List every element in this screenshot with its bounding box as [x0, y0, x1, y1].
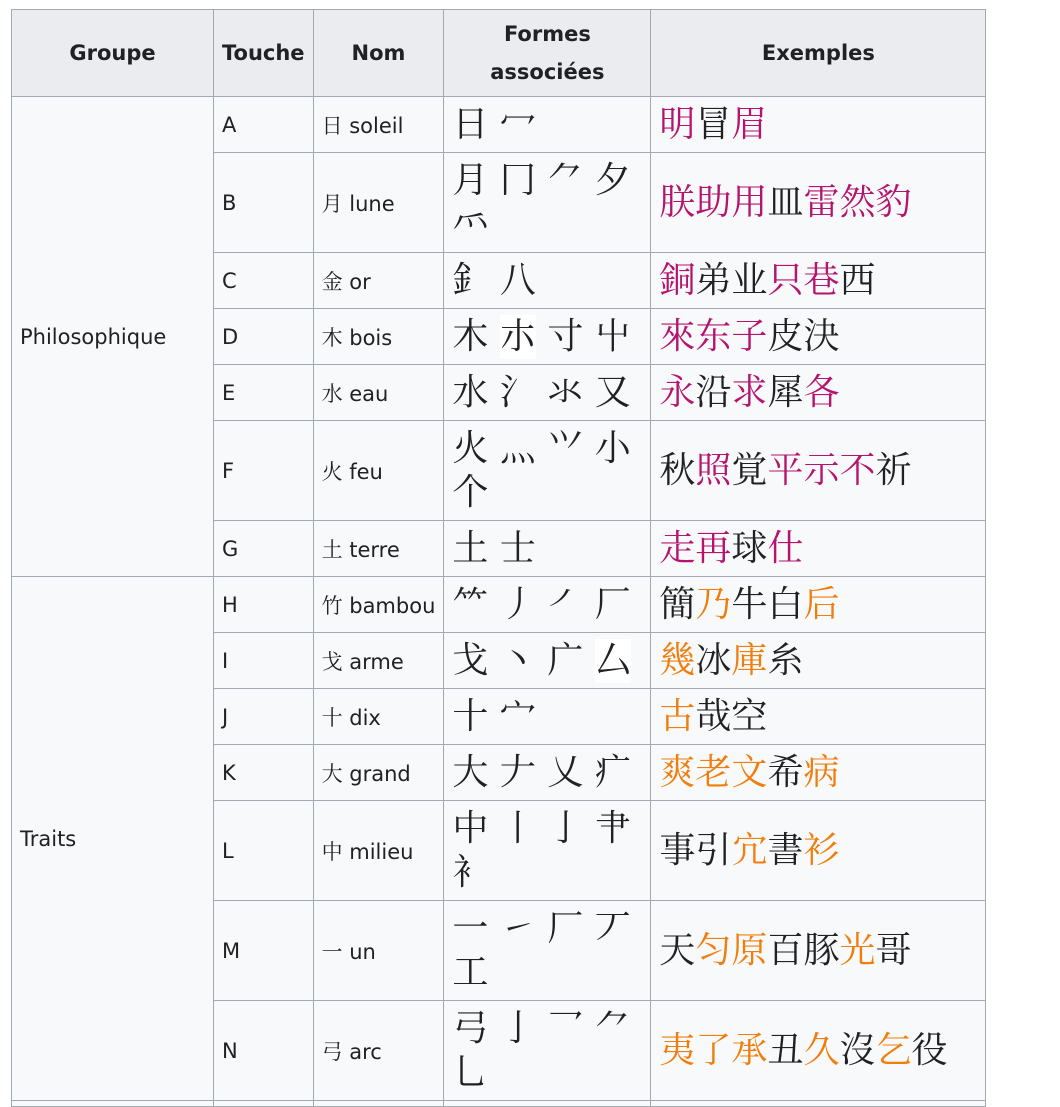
form-glyph: 日 — [452, 103, 489, 145]
example-character[interactable]: 宂 — [731, 829, 768, 871]
form-glyph: 釒 — [452, 259, 489, 301]
example-character[interactable]: 爽 — [659, 751, 696, 793]
nom-cell: 中 milieu — [313, 801, 444, 901]
example-character[interactable]: 庫 — [731, 639, 768, 681]
form-glyph: 冖 — [499, 103, 536, 145]
form-glyph: 木 — [452, 315, 489, 357]
key-cell: K — [214, 745, 314, 801]
example-character[interactable]: 病 — [803, 751, 840, 793]
group-cell: Traits — [12, 577, 214, 1101]
form-glyph: 乚 — [452, 1051, 489, 1093]
forms-cell — [444, 253, 651, 309]
form-glyph: 𠂇 — [499, 751, 536, 793]
form-glyph: 月 — [452, 159, 489, 201]
empty-cell — [12, 1101, 214, 1107]
examples-cell — [651, 633, 986, 689]
example-character[interactable]: 皮 — [767, 315, 804, 357]
example-character[interactable]: 夷 — [659, 1029, 696, 1071]
form-glyph: 乂 — [547, 751, 584, 793]
nom-cell: 月 lune — [313, 153, 444, 253]
example-character[interactable]: 光 — [839, 929, 876, 971]
example-character[interactable]: 东 — [695, 315, 732, 357]
empty-cell — [651, 1101, 986, 1107]
example-character[interactable]: 了 — [695, 1029, 732, 1071]
examples-cell — [651, 901, 986, 1001]
example-character[interactable]: 文 — [731, 751, 768, 793]
nom-cell: 十 dix — [313, 689, 444, 745]
example-character[interactable]: 不 — [839, 449, 876, 491]
forms-cell — [444, 365, 651, 421]
examples-cell — [651, 577, 986, 633]
example-character[interactable]: 求 — [731, 371, 768, 413]
form-glyph: 屮 — [594, 315, 631, 357]
forms-cell — [444, 577, 651, 633]
group-cell: Philosophique — [12, 97, 214, 577]
form-glyph: 丶 — [499, 639, 536, 681]
form-glyph: 肀 — [594, 807, 631, 849]
form-glyph: 丨 — [499, 807, 536, 849]
table-row — [12, 577, 986, 633]
form-glyph: 又 — [594, 371, 631, 413]
forms-cell — [444, 421, 651, 521]
form-glyph: 水 — [452, 371, 489, 413]
header-touche[interactable]: Touche — [214, 10, 314, 97]
form-glyph: 乛 — [547, 1007, 584, 1049]
examples-cell — [651, 801, 986, 901]
example-character[interactable]: 示 — [803, 449, 840, 491]
forms-cell — [444, 1001, 651, 1101]
form-glyph: 灬 — [499, 427, 536, 469]
key-cell: J — [214, 689, 314, 745]
example-character[interactable]: 事 — [659, 829, 696, 871]
example-character[interactable]: 簡 — [659, 583, 696, 625]
example-character[interactable]: 只 — [767, 259, 804, 301]
example-character[interactable]: 西 — [839, 259, 876, 301]
nom-cell: 大 grand — [313, 745, 444, 801]
form-glyph: 冂 — [499, 159, 536, 201]
example-character[interactable]: 助 — [695, 181, 732, 223]
examples-cell — [651, 745, 986, 801]
form-glyph: 火 — [452, 427, 489, 469]
nom-cell: 竹 bambou — [313, 577, 444, 633]
example-character[interactable]: 豚 — [803, 929, 840, 971]
example-character[interactable]: 糸 — [767, 639, 804, 681]
form-glyph: 小 — [594, 427, 631, 469]
key-cell: I — [214, 633, 314, 689]
form-glyph: 亅 — [547, 807, 584, 849]
example-character[interactable]: 冰 — [695, 639, 732, 681]
examples-cell — [651, 421, 986, 521]
nom-cell: 金 or — [313, 253, 444, 309]
example-character[interactable]: 球 — [731, 527, 768, 569]
key-cell: F — [214, 421, 314, 521]
example-character[interactable]: 希 — [767, 751, 804, 793]
example-character[interactable]: 乃 — [695, 583, 732, 625]
example-character[interactable]: 后 — [803, 583, 840, 625]
example-character[interactable]: 平 — [767, 449, 804, 491]
example-character[interactable]: 弟 — [695, 259, 732, 301]
form-glyph: 亅 — [499, 1007, 536, 1049]
header-row — [12, 10, 986, 97]
form-glyph: ⺮ — [452, 583, 489, 625]
header-exemples[interactable]: Exemples — [651, 10, 986, 97]
header-formes-line2: associées — [490, 60, 605, 84]
example-character[interactable]: 雷 — [803, 181, 840, 223]
form-glyph: ⺤ — [452, 203, 489, 245]
example-character[interactable]: 役 — [911, 1029, 948, 1071]
form-glyph: 弓 — [452, 1007, 489, 1049]
example-character[interactable]: 子 — [731, 315, 768, 357]
example-character[interactable]: 皿 — [767, 181, 804, 223]
header-nom[interactable]: Nom — [313, 10, 444, 97]
example-character[interactable]: 照 — [695, 449, 732, 491]
form-glyph: ㇀ — [499, 907, 536, 949]
empty-cell — [313, 1101, 444, 1107]
example-character[interactable]: 衫 — [803, 829, 840, 871]
example-character[interactable]: 豹 — [875, 181, 912, 223]
form-glyph: 大 — [452, 751, 489, 793]
nom-cell: 水 eau — [313, 365, 444, 421]
forms-cell — [444, 901, 651, 1001]
form-glyph: 宀 — [499, 695, 536, 737]
nom-cell: 木 bois — [313, 309, 444, 365]
form-glyph: ⺍ — [547, 427, 584, 469]
form-glyph: 衤 — [452, 851, 489, 893]
form-glyph: 夕 — [594, 159, 631, 201]
examples-cell — [651, 521, 986, 577]
form-glyph: ⺈ — [594, 1007, 631, 1049]
example-character[interactable]: 原 — [731, 929, 768, 971]
examples-cell — [651, 153, 986, 253]
forms-cell — [444, 97, 651, 153]
example-character[interactable]: 決 — [803, 315, 840, 357]
form-glyph: 一 — [452, 907, 489, 949]
form-glyph: 丆 — [594, 907, 631, 949]
example-character[interactable]: 哥 — [875, 929, 912, 971]
form-glyph: 十 — [452, 695, 489, 737]
example-character[interactable]: 冒 — [695, 103, 732, 145]
table-body — [12, 97, 986, 1107]
forms-cell — [444, 801, 651, 901]
key-cell: B — [214, 153, 314, 253]
forms-cell — [444, 633, 651, 689]
example-character[interactable]: 走 — [659, 527, 696, 569]
example-character[interactable]: 祈 — [875, 449, 912, 491]
example-character[interactable]: 仕 — [767, 527, 804, 569]
nom-cell: 戈 arme — [313, 633, 444, 689]
example-character[interactable]: 幾 — [659, 639, 696, 681]
form-glyph: 个 — [452, 471, 489, 513]
nom-cell: 火 feu — [313, 421, 444, 521]
form-glyph: 氺 — [547, 371, 584, 413]
table-row-cut — [12, 1101, 986, 1107]
header-groupe[interactable]: Groupe — [12, 10, 214, 97]
example-character[interactable]: 丑 — [767, 1029, 804, 1071]
example-character[interactable]: 引 — [695, 829, 732, 871]
form-glyph: 厶 — [594, 639, 631, 681]
example-character[interactable]: 銅 — [659, 259, 696, 301]
form-glyph: 土 — [452, 527, 489, 569]
form-glyph: ㇒ — [547, 583, 584, 625]
example-character[interactable]: 匀 — [695, 929, 732, 971]
key-cell: C — [214, 253, 314, 309]
table-container — [11, 9, 986, 1107]
key-cell: N — [214, 1001, 314, 1101]
example-character[interactable]: 朕 — [659, 181, 696, 223]
example-character[interactable]: 百 — [767, 929, 804, 971]
key-cell: E — [214, 365, 314, 421]
table-row — [12, 97, 986, 153]
form-glyph: 氵 — [499, 371, 536, 413]
example-character[interactable]: 沿 — [695, 371, 732, 413]
form-glyph: 厂 — [594, 583, 631, 625]
example-character[interactable]: 犀 — [767, 371, 804, 413]
forms-cell — [444, 521, 651, 577]
key-cell: D — [214, 309, 314, 365]
example-character[interactable]: 哉 — [695, 695, 732, 737]
example-character[interactable]: 牛 — [731, 583, 768, 625]
forms-cell — [444, 689, 651, 745]
header-formes-line1: Formes — [503, 22, 591, 46]
form-glyph: 疒 — [594, 751, 631, 793]
example-character[interactable]: 明 — [659, 103, 696, 145]
example-character[interactable]: 眉 — [731, 103, 768, 145]
example-character[interactable]: 各 — [803, 371, 840, 413]
example-character[interactable]: 承 — [731, 1029, 768, 1071]
form-glyph: 八 — [499, 259, 536, 301]
example-character[interactable]: 久 — [803, 1029, 840, 1071]
example-character[interactable]: 空 — [731, 695, 768, 737]
example-character[interactable]: 來 — [659, 315, 696, 357]
example-character[interactable]: 巷 — [803, 259, 840, 301]
nom-cell: 土 terre — [313, 521, 444, 577]
example-character[interactable]: 書 — [767, 829, 804, 871]
empty-cell — [214, 1101, 314, 1107]
key-cell: A — [214, 97, 314, 153]
form-glyph: 中 — [452, 807, 489, 849]
forms-cell — [444, 309, 651, 365]
example-character[interactable]: 然 — [839, 181, 876, 223]
example-character[interactable]: 覚 — [731, 449, 768, 491]
example-character[interactable]: 用 — [731, 181, 768, 223]
example-character[interactable]: 沒 — [839, 1029, 876, 1071]
example-character[interactable]: 永 — [659, 371, 696, 413]
empty-cell — [444, 1101, 651, 1107]
nom-cell: 日 soleil — [313, 97, 444, 153]
examples-cell — [651, 689, 986, 745]
form-glyph: 戈 — [452, 639, 489, 681]
nom-cell: 弓 arc — [313, 1001, 444, 1101]
header-formes[interactable] — [444, 10, 651, 97]
forms-cell — [444, 153, 651, 253]
examples-cell — [651, 97, 986, 153]
key-cell: L — [214, 801, 314, 901]
forms-cell — [444, 745, 651, 801]
examples-cell — [651, 1001, 986, 1101]
key-cell: G — [214, 521, 314, 577]
examples-cell — [651, 309, 986, 365]
form-glyph: 工 — [452, 951, 489, 993]
examples-cell — [651, 365, 986, 421]
example-character[interactable]: 乞 — [875, 1029, 912, 1071]
example-character[interactable]: 天 — [659, 929, 696, 971]
example-character[interactable]: 再 — [695, 527, 732, 569]
form-glyph: 丿 — [499, 583, 536, 625]
example-character[interactable]: 业 — [731, 259, 768, 301]
examples-cell — [651, 253, 986, 309]
cangjie-keys-table — [11, 9, 986, 1107]
example-character[interactable]: 老 — [695, 751, 732, 793]
key-cell: M — [214, 901, 314, 1001]
form-glyph: 广 — [547, 639, 584, 681]
key-cell: H — [214, 577, 314, 633]
nom-cell: 一 un — [313, 901, 444, 1001]
form-glyph: 寸 — [547, 315, 584, 357]
form-glyph: 厂 — [547, 907, 584, 949]
example-character[interactable]: 秋 — [659, 449, 696, 491]
form-glyph: 朩 — [499, 315, 536, 357]
form-glyph: ⺈ — [547, 159, 584, 201]
example-character[interactable]: 白 — [767, 583, 804, 625]
form-glyph: 士 — [499, 527, 536, 569]
example-character[interactable]: 古 — [659, 695, 696, 737]
